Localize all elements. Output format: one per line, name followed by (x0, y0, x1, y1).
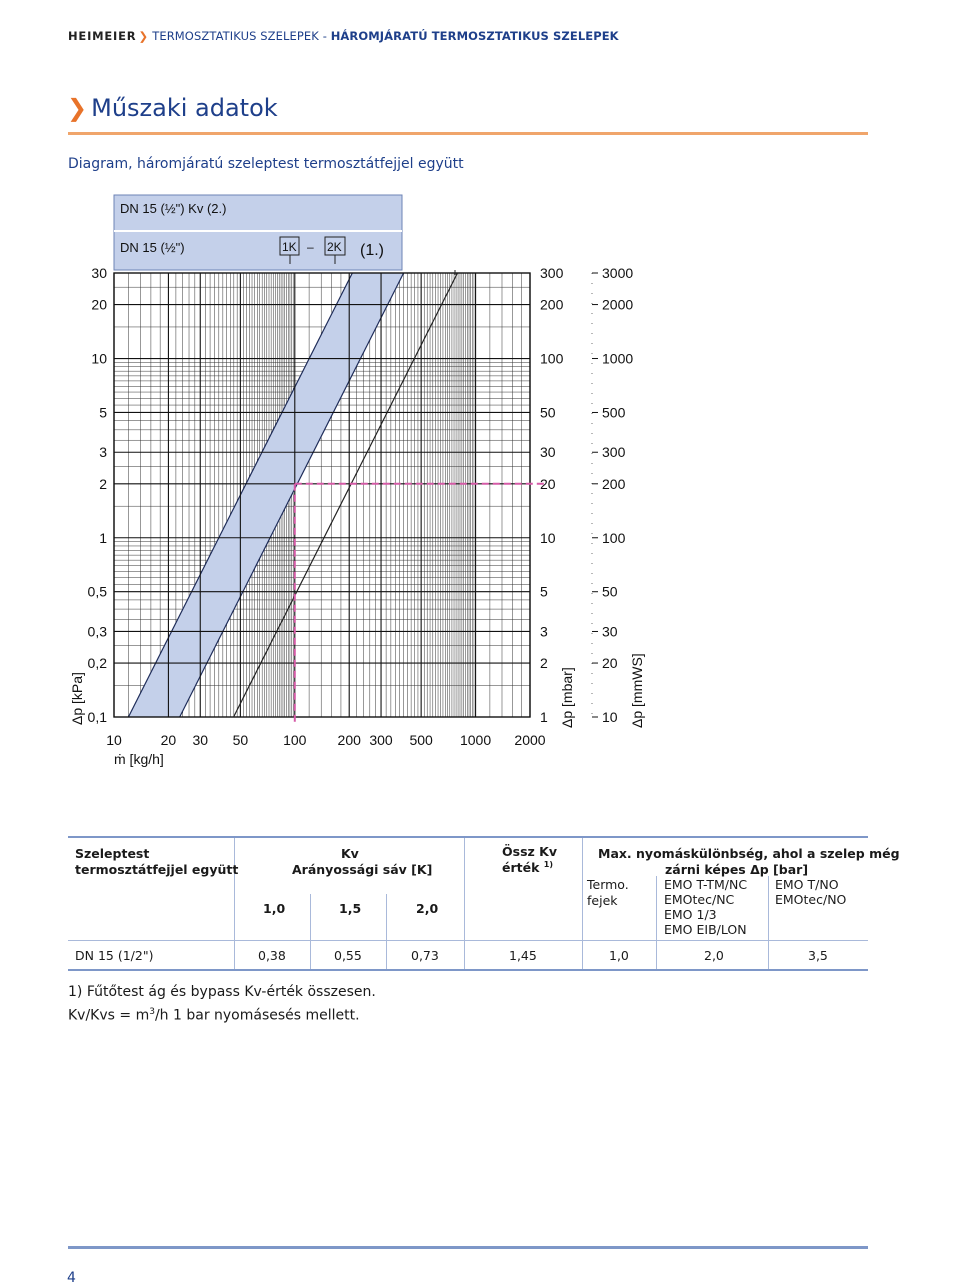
x-tick-label: 50 (232, 732, 249, 748)
section-title (67, 94, 278, 122)
x-tick-label: 1000 (459, 732, 492, 748)
y-mmws-tick-label: 50 (602, 583, 618, 600)
page-number: 4 (67, 1270, 76, 1286)
kv-header: Kv (341, 846, 359, 861)
footnote-2: $Kv/Kvs = m^3/h$ 1 bar nyomásesés mellett. (68, 1007, 360, 1024)
col1-header-line1: Szeleptest (75, 846, 150, 861)
y-kpa-tick-label: 2 (99, 475, 107, 492)
label-box-divider (114, 230, 402, 232)
specs-table (68, 836, 900, 976)
y-mbar-tick-label: 3 (540, 623, 548, 640)
diagram-caption: Diagram, háromjáratú szeleptest termosztátfejjel együtt (68, 156, 464, 172)
y-kpa-tick-label: 10 (91, 350, 107, 367)
total-kv-header-line2: érték $^{1)}$ (502, 860, 553, 876)
emo-col-b-1: EMO T/NO (775, 877, 839, 892)
kv-band-area (128, 273, 403, 717)
y-kpa-tick-label: 5 (99, 404, 107, 421)
x-tick-label: 20 (160, 732, 177, 748)
y-kpa-tick-label: 30 (91, 265, 107, 281)
row-max-3: 3,5 (808, 948, 828, 963)
row-kv-3: 0,73 (411, 948, 439, 963)
y-mbar-tick-label: 20 (540, 475, 556, 492)
page-header (68, 29, 619, 43)
emo-col-b-2: EMOtec/NO (775, 892, 847, 907)
y-mmws-tick-label: 20 (602, 655, 618, 672)
x-tick-label: 2000 (514, 732, 546, 748)
chevron-right-icon: ❯ (67, 94, 88, 122)
row-kv-2: 0,55 (334, 948, 362, 963)
label-dash: – (307, 240, 314, 254)
row-label: DN 15 (1/2") (75, 948, 154, 963)
max-header-line2: zárni képes Δp [bar] (665, 862, 809, 877)
kv-band-2: 1,5 (339, 901, 362, 916)
col-divider (768, 876, 769, 969)
y-mbar-tick-label: 5 (540, 583, 548, 600)
x-tick-label: 30 (192, 732, 209, 748)
col-divider (310, 894, 311, 969)
y-axis-kpa-title: Δp [kPa] (69, 672, 85, 725)
y-kpa-tick-label: 0,5 (87, 583, 107, 600)
label-2k: 2K (327, 240, 342, 254)
x-tick-label: 100 (283, 732, 307, 748)
x-axis-title: ṁ [kg/h] (114, 751, 164, 767)
kv-band-3: 2,0 (416, 901, 439, 916)
y-mbar-tick-label: 1 (540, 709, 548, 725)
col-divider (656, 876, 657, 969)
y-mmws-tick-label: 1000 (602, 350, 634, 367)
x-tick-label: 300 (369, 732, 393, 748)
x-tick-label: 10 (106, 732, 122, 748)
row-kv-1: 0,38 (258, 948, 286, 963)
x-tick-label: 500 (409, 732, 433, 748)
kv1-label: (1.) (360, 242, 384, 259)
y-mmws-tick-label: 10 (602, 709, 618, 725)
row-max-2: 2,0 (704, 948, 724, 963)
y-mbar-tick-label: 10 (540, 529, 556, 546)
y-axis-mbar-title: Δp [mbar] (559, 667, 575, 728)
col-divider (234, 838, 235, 969)
footnote-1: 1) Fűtőtest ág és bypass Kv-érték összesen. (68, 984, 376, 1000)
y-mbar-tick-label: 100 (540, 350, 564, 367)
y-kpa-tick-label: 0,3 (87, 623, 107, 640)
col-divider (386, 894, 387, 969)
chart-label-boxes (114, 195, 455, 275)
y-mbar-tick-label: 2 (540, 655, 548, 672)
y-kpa-tick-label: 20 (91, 296, 107, 313)
footnotes (68, 982, 376, 1026)
y-kpa-tick-label: 3 (99, 444, 107, 461)
y-kpa-tick-label: 1 (99, 529, 107, 546)
footnote-mark: 1) (543, 860, 553, 869)
y-kpa-tick-label: 0,2 (87, 655, 107, 672)
y-mmws-tick-label: 2000 (602, 296, 634, 313)
col-divider (582, 838, 583, 969)
pressure-drop-chart (0, 180, 960, 790)
y-mmws-tick-label: 200 (602, 475, 626, 492)
termo-label-line1: Termo. (587, 877, 629, 892)
termo-label-line2: fejek (587, 893, 618, 908)
kv1-dn-label: DN 15 (½") (120, 240, 185, 255)
y-mmws-tick-label: 30 (602, 623, 618, 640)
kv2-label: DN 15 (½") Kv (2.) (120, 201, 227, 216)
title-divider (68, 132, 868, 135)
total-kv-header-line1: Össz Kv (502, 844, 557, 859)
label-1k: 1K (282, 240, 297, 254)
table-top-rule (68, 836, 868, 838)
x-tick-label: 200 (337, 732, 361, 748)
col-divider (464, 838, 465, 969)
emo-col-a-3: EMO 1/3 (664, 907, 717, 922)
footer-divider (68, 1246, 868, 1249)
emo-col-a-2: EMOtec/NC (664, 892, 735, 907)
breadcrumb-category: TERMOSZTATIKUS SZELEPEK (152, 29, 319, 43)
y-kpa-tick-label: 0,1 (87, 709, 107, 725)
y-mbar-tick-label: 300 (540, 265, 564, 281)
y-mmws-tick-label: 500 (602, 404, 626, 421)
chevron-right-icon: ❯ (138, 29, 149, 43)
y-axis-mmws-title: Δp [mmWS] (629, 653, 645, 728)
breadcrumb-separator: - (318, 29, 331, 43)
brand-name: HEIMEIER (68, 29, 137, 43)
y-mmws-tick-label: 300 (602, 444, 626, 461)
row-total-kv: 1,45 (509, 948, 537, 963)
emo-col-a-4: EMO EIB/LON (664, 922, 747, 937)
row-max-1: 1,0 (609, 948, 629, 963)
kv-band-layer (128, 273, 403, 717)
max-header-line1: Max. nyomáskülönbség, ahol a szelep még (598, 846, 900, 861)
kv-band-1: 1,0 (263, 901, 286, 916)
emo-col-a-1: EMO T-TM/NC (664, 877, 748, 892)
y-mmws-tick-label: 3000 (602, 265, 634, 281)
kv-subheader: Arányossági sáv [K] (292, 862, 433, 877)
col1-header-line2: termosztátfejjel együtt (75, 862, 239, 877)
y-mbar-tick-label: 50 (540, 404, 556, 421)
breadcrumb-page: HÁROMJÁRATÚ TERMOSZTATIKUS SZELEPEK (330, 29, 619, 43)
y-mmws-tick-label: 100 (602, 529, 626, 546)
y-mbar-tick-label: 30 (540, 444, 556, 461)
table-mid-rule (68, 940, 868, 941)
y-mbar-tick-label: 200 (540, 296, 564, 313)
table-bottom-rule (68, 969, 868, 971)
section-title-text: Műszaki adatok (91, 94, 278, 122)
